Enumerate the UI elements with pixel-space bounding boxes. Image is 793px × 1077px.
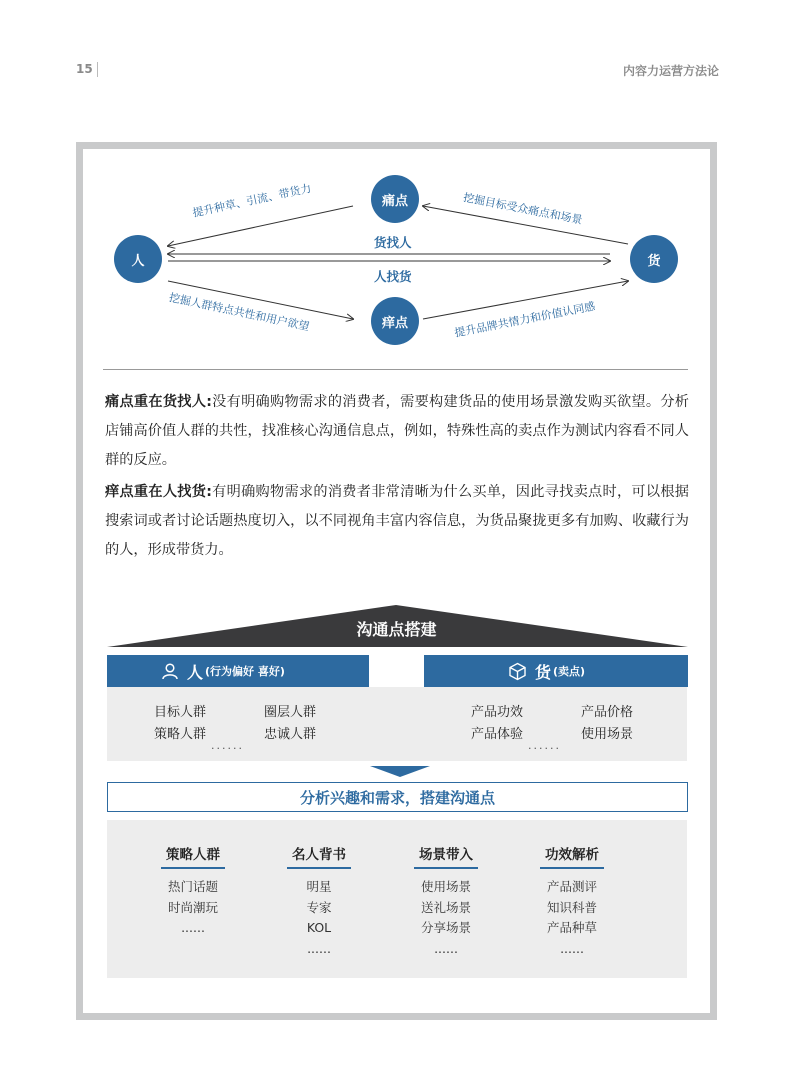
content-frame [76, 142, 717, 1020]
column-item: 热门话题 [167, 879, 218, 894]
label-top-right: 挖掘目标受众痛点和场景 [462, 190, 584, 227]
people-item: 圈层人群 [264, 705, 317, 720]
column-item: 分享场景 [420, 920, 471, 935]
roof-title: 沟通点搭建 [356, 620, 437, 639]
column-item: 时尚潮玩 [167, 899, 218, 915]
analysis-title-box [107, 782, 688, 812]
goods-item: 产品体验 [471, 727, 524, 742]
people-band-title: 人 [187, 662, 204, 682]
label-top-left: 提升种草、引流、带货力 [191, 181, 313, 220]
goods-ellipsis: ...... [528, 739, 561, 752]
column-strategy-people [143, 843, 243, 939]
people-item: 目标人群 [154, 705, 207, 720]
label-bottom-right: 提升品牌共情力和价值认同感 [453, 299, 597, 340]
column-item: 产品测评 [546, 879, 597, 894]
itch-point-node: 痒点 [371, 297, 419, 345]
pain-point-node: 痛点 [371, 175, 419, 223]
column-title: 功效解析 [540, 843, 604, 869]
section-divider [103, 369, 688, 370]
paragraph-pain-point [105, 388, 689, 475]
column-item: 使用场景 [420, 879, 471, 894]
paragraph-itch-point-body: 有明确购物需求的消费者非常清晰为什么买单，因此寻找卖点时，可以根据搜索词或者讨论话题热度切入，以不同视角丰富内容信息，为货品聚拢更多有加购、收藏行为的人，形成带货力。 [105, 484, 689, 558]
page-number: 15 [76, 62, 93, 76]
column-title: 策略人群 [161, 843, 225, 869]
column-item: ...... [181, 920, 205, 935]
column-item: 专家 [306, 899, 332, 915]
down-arrow-icon [370, 766, 430, 777]
goods-band-title: 货 [535, 662, 552, 682]
column-efficacy-analysis [522, 843, 622, 959]
goods-band [424, 655, 688, 687]
person-node: 人 [114, 235, 162, 283]
column-item: KOL [306, 920, 332, 935]
paragraph-itch-point [105, 478, 689, 565]
goods-item: 产品价格 [581, 705, 634, 720]
column-item: ...... [434, 940, 458, 956]
column-item: ...... [560, 940, 584, 956]
goods-band-subtitle: (卖点) [553, 665, 586, 678]
column-celebrity-endorsement [269, 843, 369, 959]
box-icon [508, 662, 527, 681]
person-outline-icon [161, 662, 179, 680]
goods-node: 货 [630, 235, 678, 283]
people-item: 忠诚人群 [264, 727, 317, 742]
people-band [107, 655, 369, 687]
column-item: 明星 [306, 879, 332, 894]
people-band-subtitle: (行为偏好 喜好) [205, 665, 285, 678]
goods-find-people-label: 货找人 [374, 235, 412, 250]
column-item: 产品种草 [546, 920, 597, 935]
people-ellipsis: ...... [211, 739, 244, 752]
people-find-goods-label: 人找货 [374, 269, 412, 284]
analysis-title: 分析兴趣和需求，搭建沟通点 [299, 788, 495, 807]
label-bottom-left: 挖掘人群特点共性和用户欲望 [167, 290, 311, 334]
column-title: 场景带入 [414, 843, 478, 869]
book-title: 内容力运营方法论 [622, 64, 719, 78]
goods-item: 使用场景 [581, 727, 634, 742]
paragraph-pain-point-lead: 痛点重在货找人: [105, 394, 212, 410]
paragraph-itch-point-lead: 痒点重在人找货: [105, 484, 212, 500]
column-title: 名人背书 [287, 843, 351, 869]
people-item: 策略人群 [154, 727, 207, 742]
column-item: ...... [307, 940, 331, 956]
column-scene-immersion [396, 843, 496, 959]
goods-item: 产品功效 [471, 705, 524, 720]
column-item: 知识科普 [546, 899, 597, 915]
paragraph-pain-point-body: 没有明确购物需求的消费者，需要构建货品的使用场景激发购买欲望。分析店铺高价值人群的共性，找准核心沟通信息点，例如，特殊性高的卖点作为测试内容看不同人群的反应。 [105, 394, 689, 468]
column-item: 送礼场景 [420, 899, 471, 915]
header-divider [97, 62, 98, 77]
